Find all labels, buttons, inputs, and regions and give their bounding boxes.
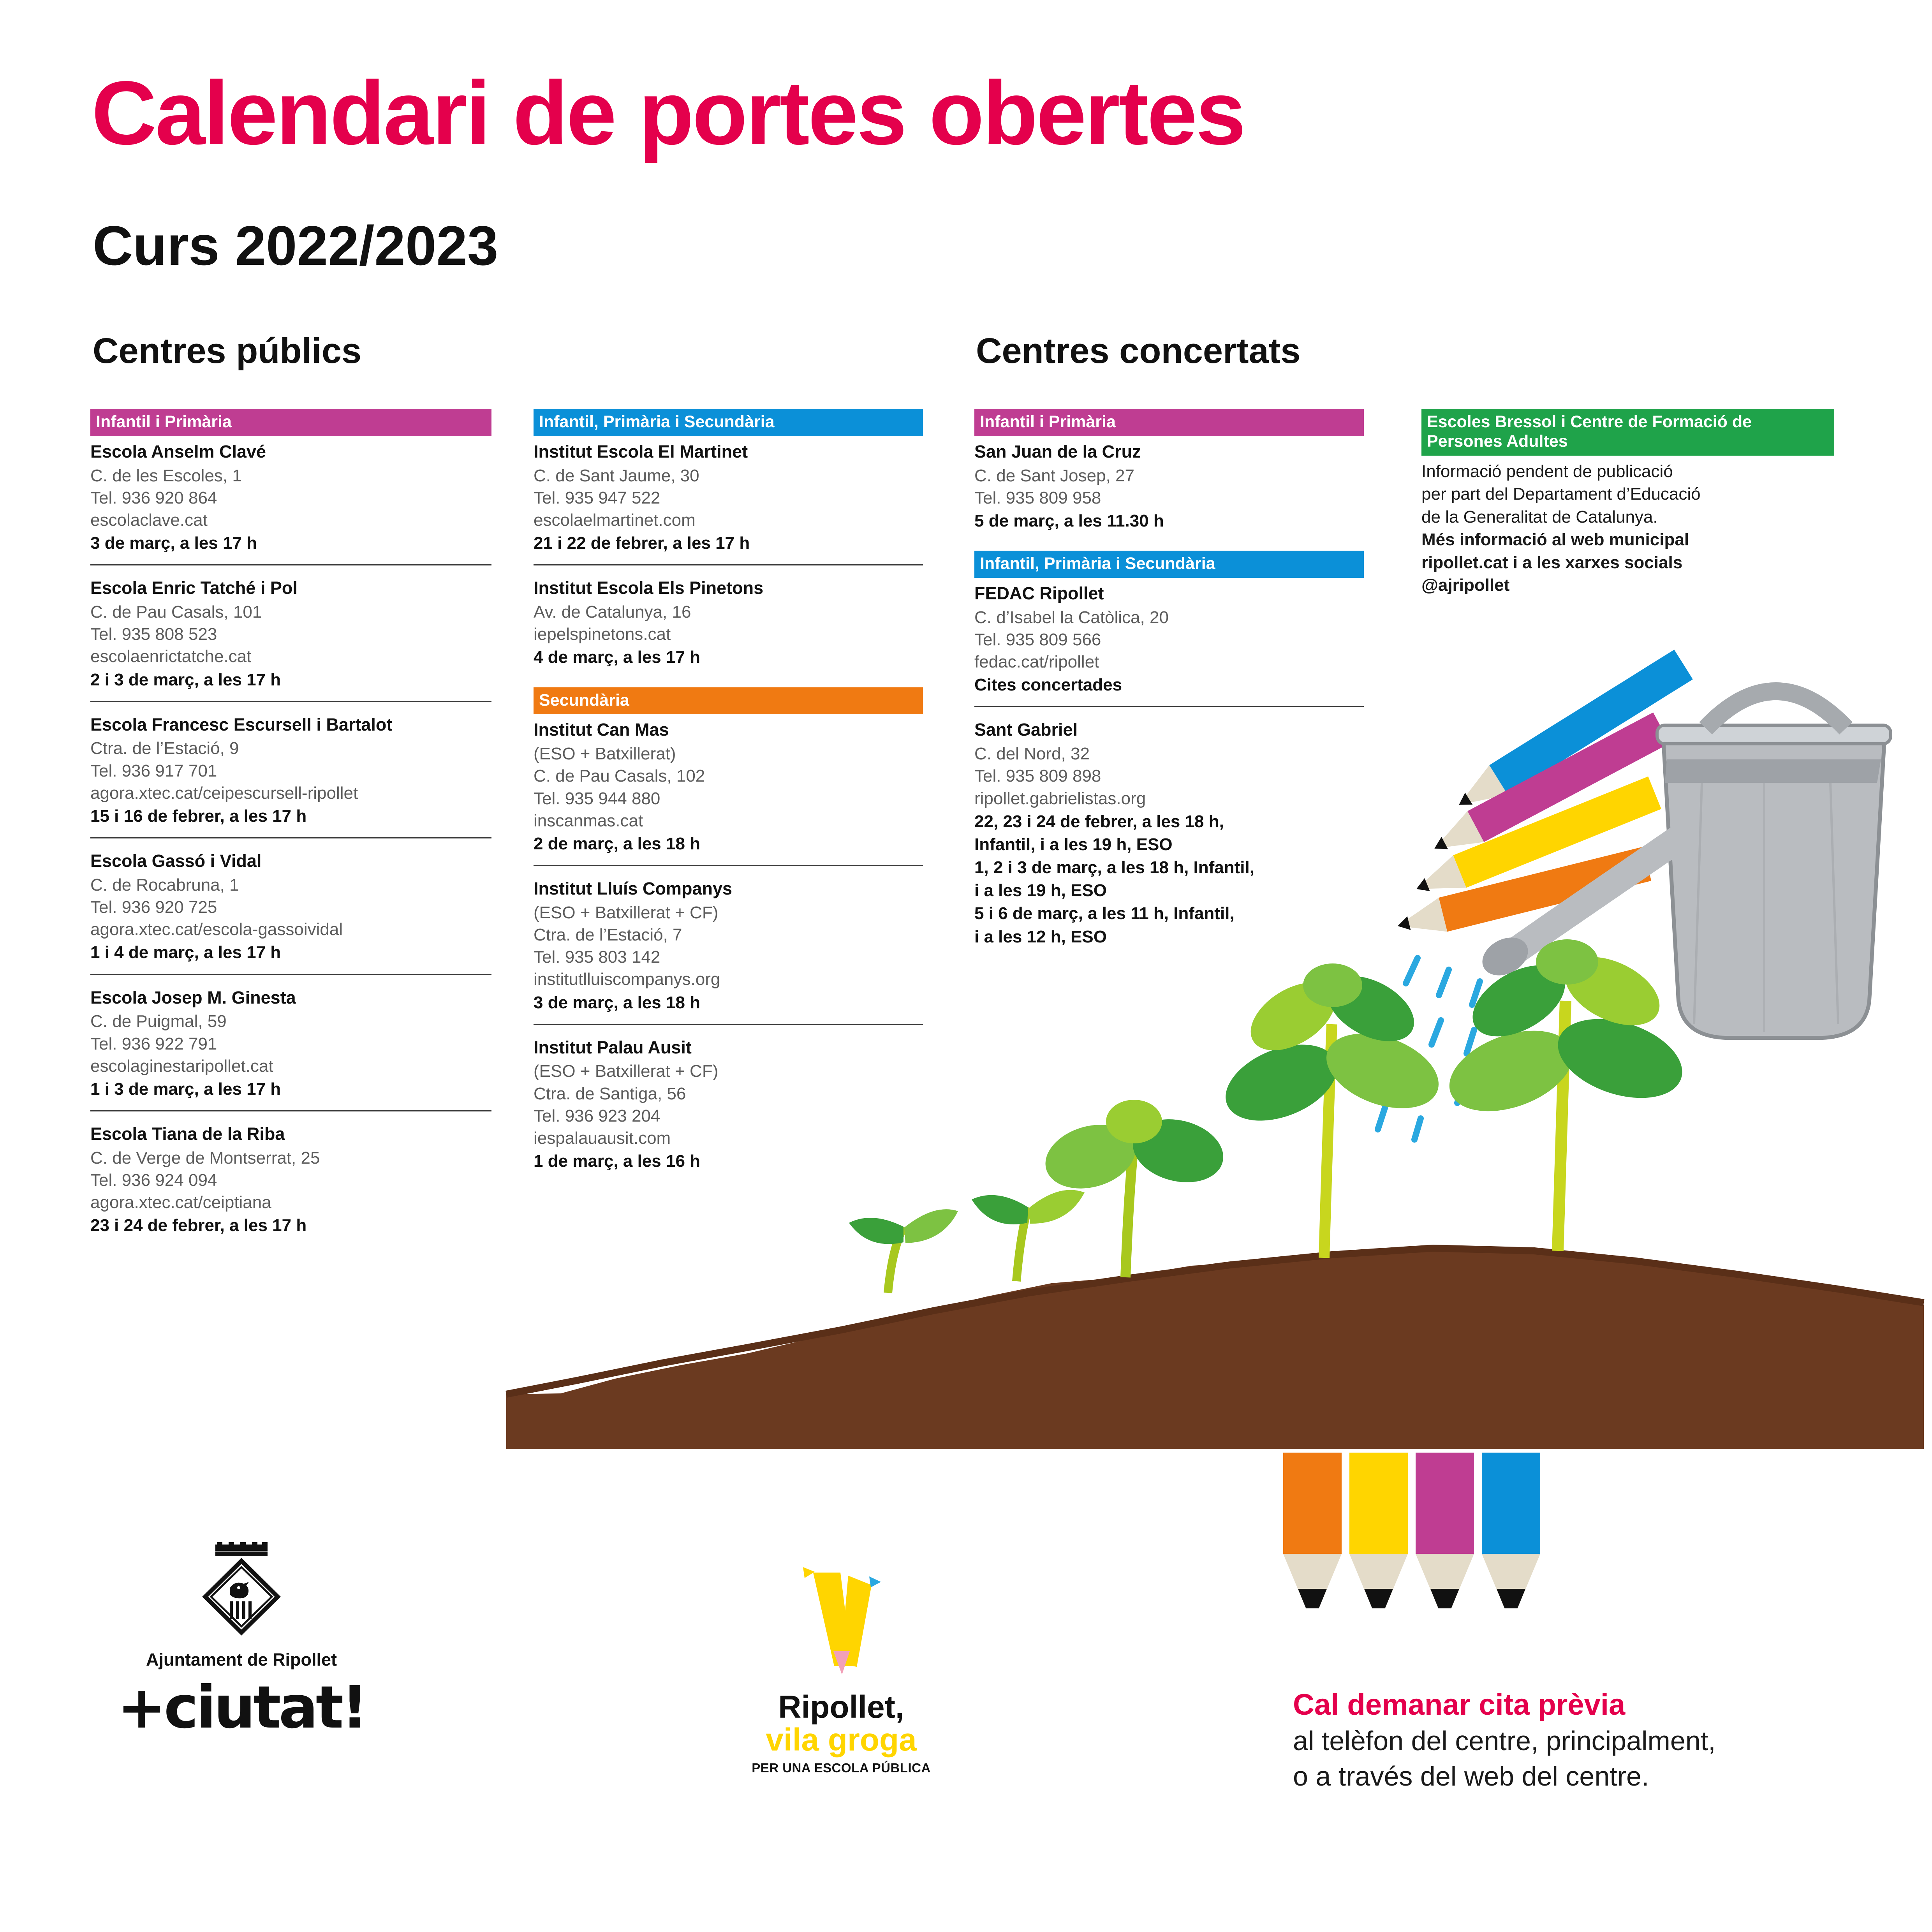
center-website[interactable]: inscanmas.cat [534,811,643,830]
spacer [974,542,1364,551]
center-address: C. de Puigmal, 59 [90,1012,227,1031]
center-website[interactable]: iespalauausit.com [534,1128,671,1148]
center-phone: Tel. 935 944 880 [534,789,660,808]
center-date-line: 1, 2 i 3 de març, a les 18 h, Infantil, [974,858,1254,877]
center-name: Escola Tiana de la Riba [90,1124,285,1144]
section-title-concertats: Centres concertats [976,331,1301,371]
center-address: Ctra. de Santiga, 56 [534,1084,686,1103]
center-website[interactable]: escolaclave.cat [90,510,208,530]
category-bar-infantil-primaria-concertats: Infantil i Primària [974,409,1364,436]
vila-groga-mark-icon [783,1562,900,1686]
vila-groga-subtitle: vila groga [766,1722,917,1758]
center-entry [534,564,923,678]
center-phone: Tel. 935 809 958 [974,488,1101,507]
category-bar-secundaria: Secundària [534,687,923,715]
center-date: 1 i 3 de març, a les 17 h [90,1079,281,1099]
info-block [1421,460,1834,597]
center-date-line: Infantil, i a les 19 h, ESO [974,835,1173,854]
center-website[interactable]: agora.xtec.cat/ceipescursell-ripollet [90,783,358,803]
center-address: C. de Pau Casals, 102 [534,766,705,786]
page-title: Calendari de portes obertes [92,63,1245,164]
center-website[interactable]: ripollet.gabrielistas.org [974,789,1146,808]
page-subtitle: Curs 2022/2023 [93,215,498,277]
center-entry [974,441,1364,542]
center-address: Av. de Catalunya, 16 [534,602,691,622]
center-entry [90,974,491,1110]
center-phone: Tel. 936 924 094 [90,1170,217,1190]
center-name: Escola Gassó i Vidal [90,851,262,871]
info-line: per part del Departament d’Educació [1421,484,1701,504]
footer-note-line: al telèfon del centre, principalment, [1293,1726,1716,1756]
center-date: 1 de març, a les 16 h [534,1152,701,1171]
center-address: Ctra. de l’Estació, 7 [534,925,682,944]
info-line: @ajripollet [1421,576,1510,595]
center-date: 15 i 16 de febrer, a les 17 h [90,807,307,826]
center-entry [974,583,1364,706]
center-type: (ESO + Batxillerat + CF) [534,903,719,922]
center-entry [90,1110,491,1247]
center-address: C. del Nord, 32 [974,744,1090,764]
center-date: 3 de març, a les 17 h [90,534,257,553]
footer-note-line: o a través del web del centre. [1293,1761,1649,1791]
center-name: Escola Anselm Clavé [90,441,266,461]
center-website[interactable]: fedac.cat/ripollet [974,652,1099,672]
ajuntament-logo [105,1542,378,1742]
center-entry [534,1024,923,1183]
ajuntament-brand: +ciutat! [117,1674,366,1742]
center-entry [534,865,923,1024]
center-address: C. de Rocabruna, 1 [90,875,239,895]
center-phone: Tel. 936 917 701 [90,761,217,780]
center-name: Institut Lluís Companys [534,879,733,899]
center-phone: Tel. 935 803 142 [534,948,660,967]
center-name: Institut Escola Els Pinetons [534,578,764,598]
category-bar-infantil-primaria: Infantil i Primària [90,409,491,436]
center-phone: Tel. 935 809 898 [974,766,1101,786]
center-website[interactable]: agora.xtec.cat/ceiptiana [90,1193,271,1212]
coat-of-arms-icon [193,1542,290,1643]
column-bressol-adults [1421,409,1834,597]
column-concertats [974,409,1364,958]
center-date: 5 de març, a les 11.30 h [974,511,1164,530]
center-entry [90,564,491,701]
column-public-secondary [534,409,923,1182]
center-date: 23 i 24 de febrer, a les 17 h [90,1216,307,1235]
center-phone: Tel. 936 920 725 [90,898,217,917]
center-entry [90,701,491,837]
section-title-public: Centres públics [93,331,362,371]
vila-groga-tagline: PER UNA ESCOLA PÚBLICA [752,1761,931,1775]
center-date: 1 i 4 de març, a les 17 h [90,943,281,962]
vila-groga-name: Ripollet, [778,1689,904,1725]
center-phone: Tel. 935 947 522 [534,488,660,507]
vila-groga-logo [732,1562,950,1775]
category-bar-infantil-primaria-secundaria: Infantil, Primària i Secundària [534,409,923,436]
center-type: (ESO + Batxillerat + CF) [534,1062,719,1081]
center-website[interactable]: escolaelmartinet.com [534,510,696,530]
center-date-line: 5 i 6 de març, a les 11 h, Infantil, [974,904,1235,923]
category-bar-infantil-primaria-secundaria-concertats: Infantil, Primària i Secundària [974,551,1364,578]
center-website[interactable]: institutlluiscompanys.org [534,970,720,989]
ajuntament-caption: Ajuntament de Ripollet [146,1650,337,1670]
footer-note-highlight: Cal demanar cita prèvia [1293,1688,1626,1721]
info-line: Informació pendent de publicació [1421,461,1673,481]
center-entry [534,719,923,865]
center-phone: Tel. 936 923 204 [534,1106,660,1125]
center-date: 21 i 22 de febrer, a les 17 h [534,534,750,553]
center-date-line: 22, 23 i 24 de febrer, a les 18 h, [974,812,1224,831]
center-name: Escola Francesc Escursell i Bartalot [90,714,393,734]
center-website[interactable]: escolaenrictatche.cat [90,647,252,666]
center-address: C. de Verge de Montserrat, 25 [90,1148,320,1168]
center-name: Institut Palau Ausit [534,1037,692,1057]
center-entry [534,441,923,564]
center-name: Escola Enric Tatché i Pol [90,578,298,598]
center-type: (ESO + Batxillerat) [534,744,676,764]
center-name: Institut Escola El Martinet [534,441,748,461]
center-entry [90,837,491,974]
info-line: Més informació al web municipal [1421,530,1689,549]
center-phone: Tel. 936 920 864 [90,488,217,507]
center-name: Sant Gabriel [974,720,1078,740]
center-entry [974,706,1364,958]
center-address: C. de Pau Casals, 101 [90,602,262,622]
center-address: C. d’Isabel la Catòlica, 20 [974,608,1169,627]
center-name: San Juan de la Cruz [974,441,1141,461]
center-date: 4 de març, a les 17 h [534,648,701,667]
center-phone: Tel. 935 808 523 [90,625,217,644]
center-date: 2 i 3 de març, a les 17 h [90,670,281,689]
center-phone: Tel. 935 809 566 [974,630,1101,649]
center-website[interactable]: agora.xtec.cat/escola-gassoividal [90,920,343,939]
footer-note [1293,1686,1858,1794]
category-bar-bressol-adults: Escoles Bressol i Centre de Formació de Persones Adultes [1421,409,1834,456]
center-date-line: i a les 12 h, ESO [974,927,1107,946]
center-date: 2 de març, a les 18 h [534,834,701,853]
center-website[interactable]: iepelspinetons.cat [534,625,671,644]
info-line: de la Generalitat de Catalunya. [1421,507,1658,527]
column-public-primary [90,409,491,1247]
center-phone: Tel. 936 922 791 [90,1034,217,1053]
center-entry [90,441,491,564]
center-website[interactable]: escolaginestaripollet.cat [90,1056,273,1076]
center-address: C. de Sant Josep, 27 [974,466,1134,485]
center-date: Cites concertades [974,675,1122,695]
center-date: 3 de març, a les 18 h [534,993,701,1012]
center-address: C. de Sant Jaume, 30 [534,466,699,485]
center-name: FEDAC Ripollet [974,583,1104,603]
center-name: Escola Josep M. Ginesta [90,987,296,1007]
spacer [534,679,923,687]
center-date-line: i a les 19 h, ESO [974,881,1107,900]
center-address: Ctra. de l’Estació, 9 [90,739,239,758]
info-line: ripollet.cat i a les xarxes socials [1421,553,1683,572]
center-address: C. de les Escoles, 1 [90,466,242,485]
center-name: Institut Can Mas [534,720,669,740]
